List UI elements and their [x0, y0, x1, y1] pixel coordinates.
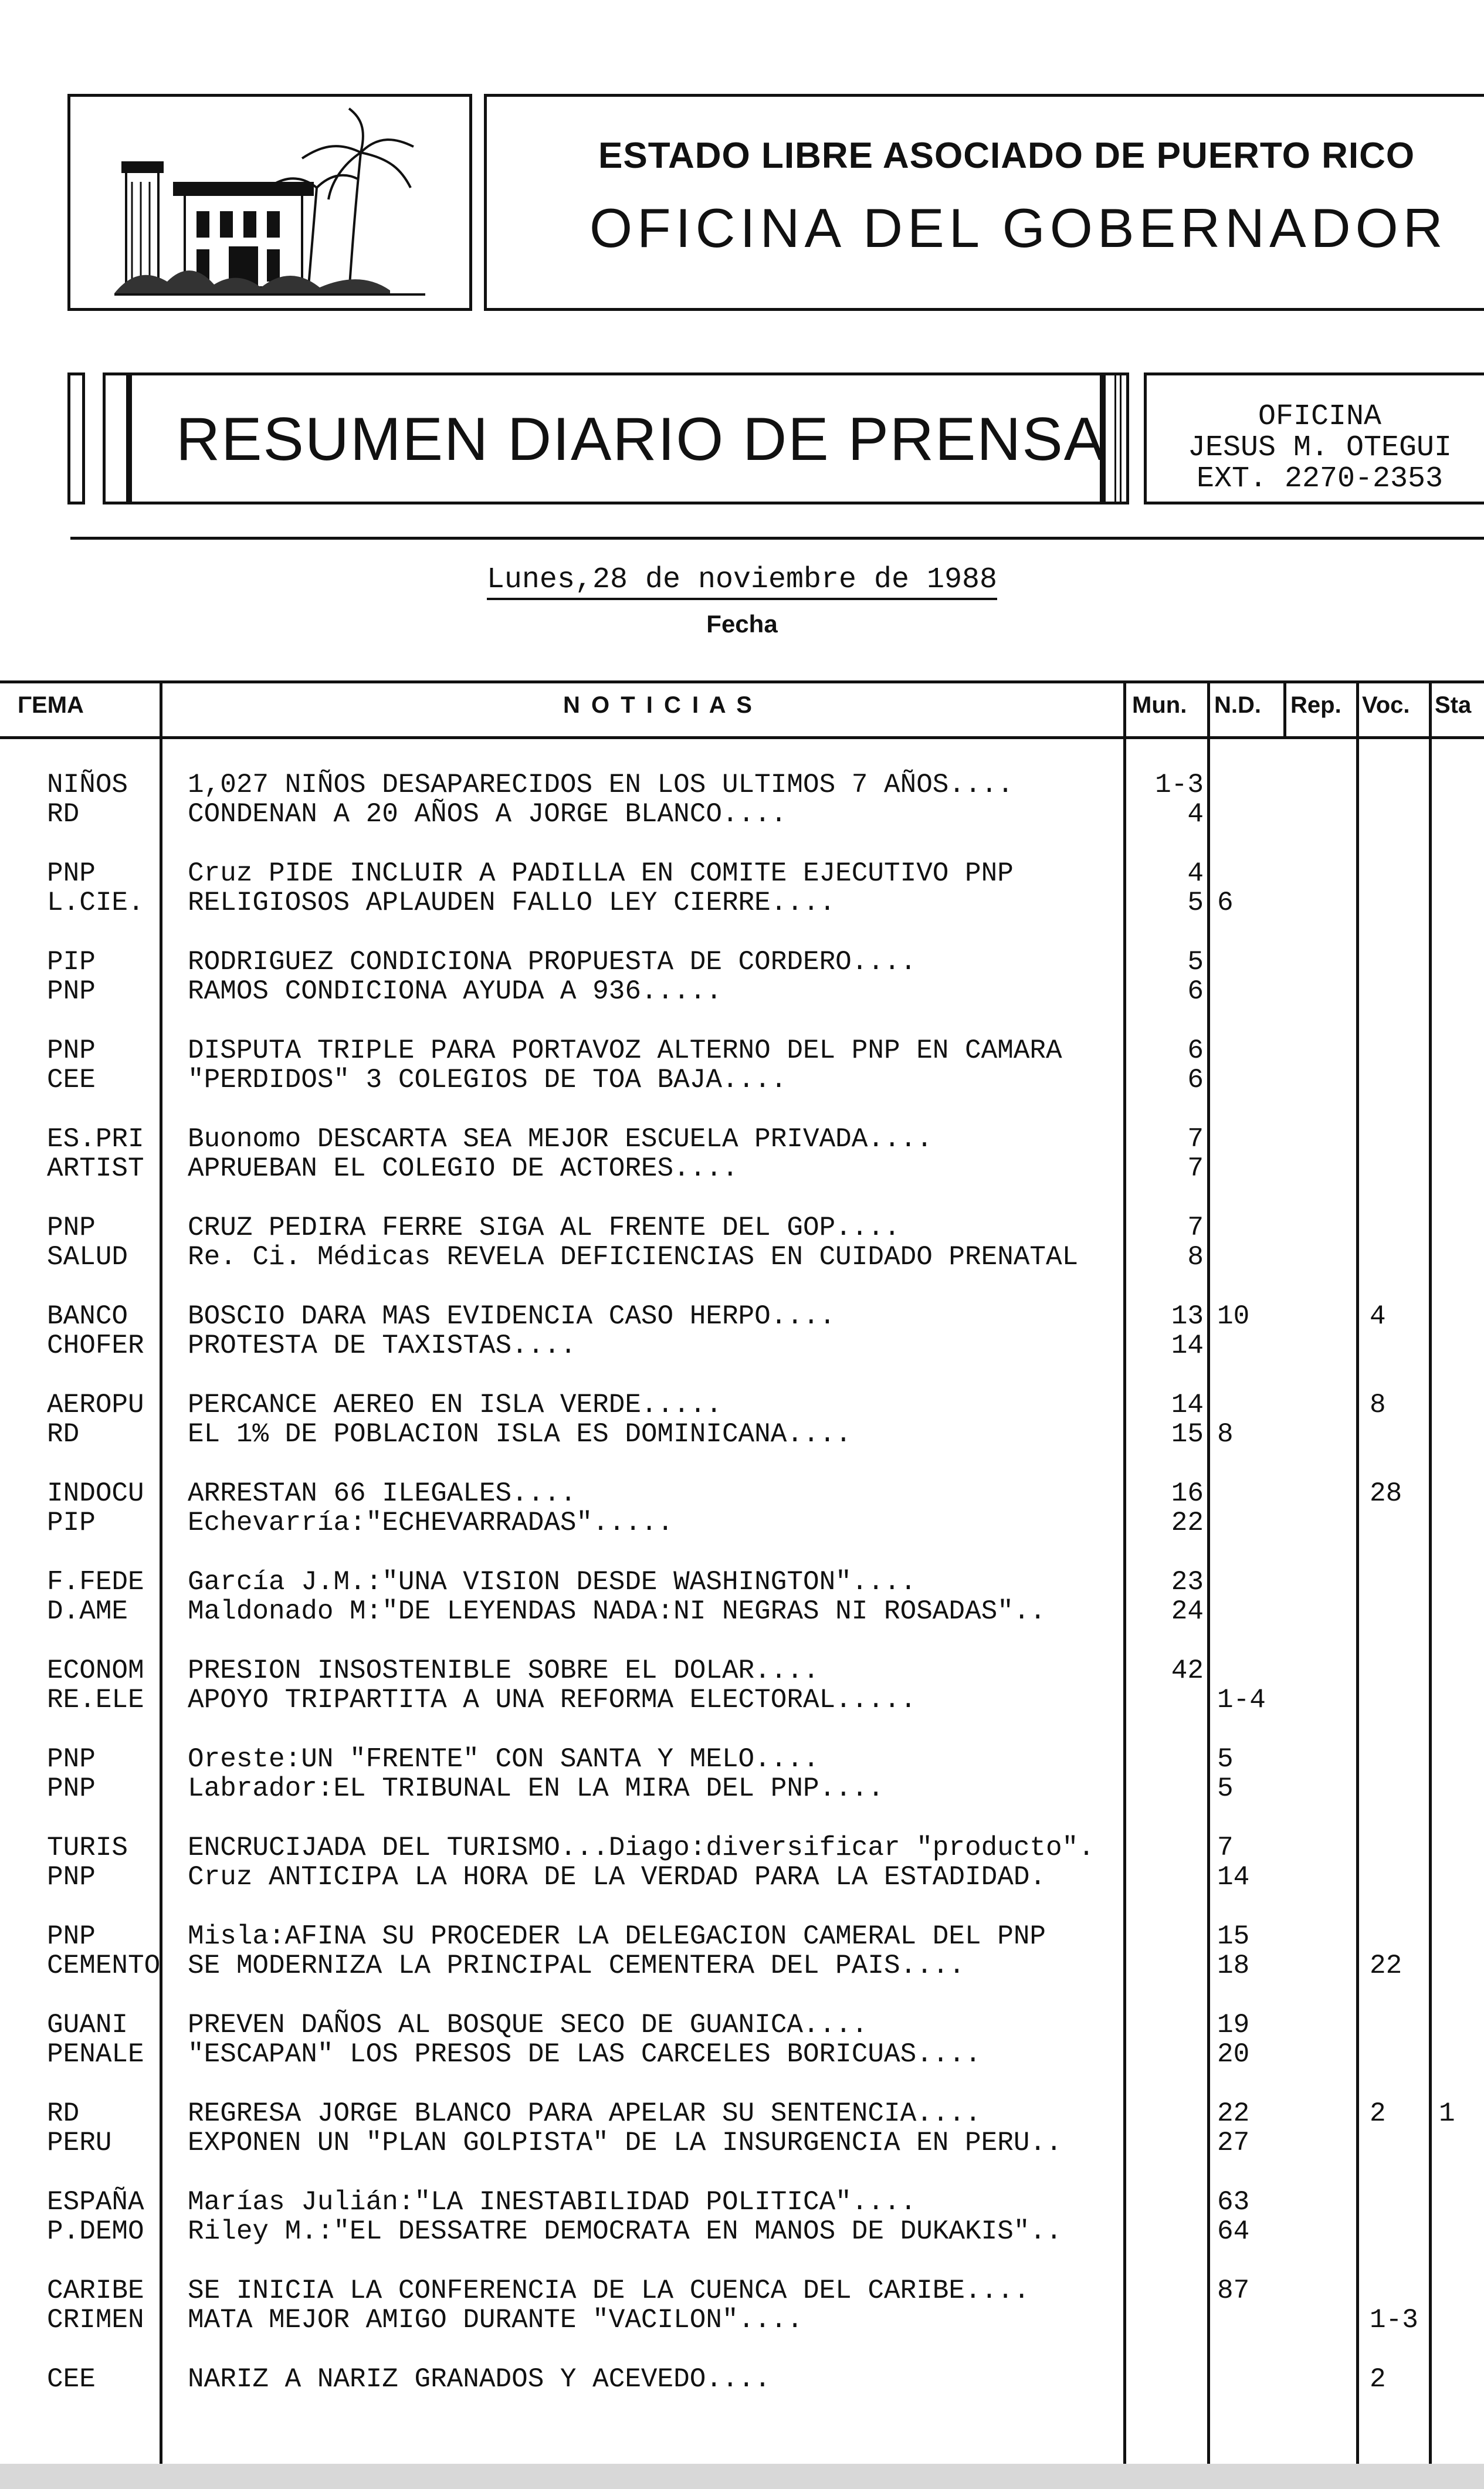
- logo-box: [67, 94, 472, 311]
- row-tema: P.DEMO: [47, 2216, 144, 2247]
- office-contact-name: JESUS M. OTEGUI: [1187, 431, 1452, 465]
- column-header-nd: N.D.: [1214, 692, 1261, 718]
- row-headline: Misla:AFINA SU PROCEDER LA DELEGACION CAMERAL DEL PNP: [188, 1921, 1046, 1952]
- date-label: Fecha: [706, 610, 778, 638]
- office-title: OFICINA: [1258, 400, 1382, 434]
- row-headline: REGRESA JORGE BLANCO PARA APELAR SU SENTENCIA....: [188, 2098, 981, 2129]
- column-header-voc: Voc.: [1362, 692, 1410, 718]
- row-tema: PNP: [47, 1921, 96, 1952]
- row-nd: 5: [1217, 1773, 1234, 1804]
- row-tema: ESPAÑA: [47, 2187, 144, 2217]
- table-row: [0, 1035, 1484, 1066]
- table-row: [0, 1567, 1484, 1597]
- row-tema: RD: [47, 2098, 80, 2129]
- row-tema: PNP: [47, 1773, 96, 1804]
- scan-edge: [0, 2464, 1484, 2489]
- table-row: [0, 1862, 1484, 1892]
- row-mun: 23: [1171, 1567, 1204, 1597]
- row-tema: PNP: [47, 976, 96, 1007]
- row-voc: 2: [1370, 2364, 1386, 2395]
- row-nd: 10: [1217, 1301, 1250, 1332]
- row-headline: "ESCAPAN" LOS PRESOS DE LAS CARCELES BORICUAS....: [188, 2039, 981, 2070]
- table-row: [0, 858, 1484, 889]
- row-mun: 5: [1187, 888, 1204, 918]
- row-tema: PNP: [47, 1213, 96, 1243]
- table-row: [0, 2039, 1484, 2070]
- row-voc: 4: [1370, 1301, 1386, 1332]
- header-divider: [70, 537, 1484, 540]
- table-row: [0, 1213, 1484, 1243]
- table-row: [0, 1744, 1484, 1775]
- governor-mansion-logo: [114, 106, 425, 299]
- row-headline: RELIGIOSOS APLAUDEN FALLO LEY CIERRE....: [188, 888, 836, 918]
- table-row: [0, 2216, 1484, 2247]
- table-row: [0, 1242, 1484, 1272]
- row-headline: Re. Ci. Médicas REVELA DEFICIENCIAS EN CUIDADO PRENATAL: [188, 1242, 1079, 1272]
- row-mun: 4: [1187, 858, 1204, 889]
- row-tema: CHOFER: [47, 1330, 144, 1361]
- row-headline: "PERDIDOS" 3 COLEGIOS DE TOA BAJA....: [188, 1065, 787, 1095]
- row-nd: 22: [1217, 2098, 1250, 2129]
- table-row: [0, 2275, 1484, 2306]
- row-tema: CRIMEN: [47, 2305, 144, 2335]
- row-tema: D.AME: [47, 1596, 128, 1627]
- row-tema: CEMENTO: [47, 1950, 161, 1981]
- banner-title: RESUMEN DIARIO DE PRENSA: [176, 405, 1106, 473]
- row-tema: ES.PRI: [47, 1124, 144, 1154]
- row-tema: NIÑOS: [47, 770, 128, 800]
- row-tema: PIP: [47, 1508, 96, 1538]
- row-headline: Cruz ANTICIPA LA HORA DE LA VERDAD PARA LA ESTADIDAD.: [188, 1862, 1046, 1892]
- table-row: [0, 1773, 1484, 1804]
- row-tema: CARIBE: [47, 2275, 144, 2306]
- row-mun: 14: [1171, 1390, 1204, 1420]
- row-headline: SE MODERNIZA LA PRINCIPAL CEMENTERA DEL PAIS....: [188, 1950, 965, 1981]
- row-mun: 7: [1187, 1124, 1204, 1154]
- row-headline: Cruz PIDE INCLUIR A PADILLA EN COMITE EJECUTIVO PNP: [188, 858, 1014, 889]
- row-mun: 6: [1187, 976, 1204, 1007]
- row-headline: APRUEBAN EL COLEGIO DE ACTORES....: [188, 1153, 738, 1184]
- column-header-rep: Rep.: [1290, 692, 1341, 718]
- table-row: [0, 1833, 1484, 1863]
- row-tema: RD: [47, 1419, 80, 1450]
- table-row: [0, 1390, 1484, 1420]
- row-mun: 7: [1187, 1213, 1204, 1243]
- table-row: [0, 770, 1484, 800]
- row-voc: 8: [1370, 1390, 1386, 1420]
- table-row: [0, 1596, 1484, 1627]
- row-mun: 6: [1187, 1035, 1204, 1066]
- row-headline: ENCRUCIJADA DEL TURISMO...Diago:diversificar "producto".: [188, 1833, 1095, 1863]
- table-row: [0, 2187, 1484, 2217]
- office-extension: EXT. 2270-2353: [1196, 462, 1444, 496]
- row-headline: MATA MEJOR AMIGO DURANTE "VACILON"....: [188, 2305, 803, 2335]
- table-row: [0, 799, 1484, 829]
- table-row: [0, 1950, 1484, 1981]
- row-mun: 13: [1171, 1301, 1204, 1332]
- row-nd: 20: [1217, 2039, 1250, 2070]
- office-name: OFICINA DEL GOBERNADOR: [589, 197, 1448, 259]
- row-tema: GUANI: [47, 2010, 128, 2040]
- date-line: [0, 563, 1484, 597]
- row-headline: EXPONEN UN "PLAN GOLPISTA" DE LA INSURGENCIA EN PERU..: [188, 2128, 1062, 2158]
- row-headline: Marías Julián:"LA INESTABILIDAD POLITICA"....: [188, 2187, 917, 2217]
- row-headline: RODRIGUEZ CONDICIONA PROPUESTA DE CORDERO....: [188, 947, 917, 977]
- row-headline: PRESION INSOSTENIBLE SOBRE EL DOLAR....: [188, 1655, 819, 1686]
- row-mun: 4: [1187, 799, 1204, 829]
- row-headline: CRUZ PEDIRA FERRE SIGA AL FRENTE DEL GOP....: [188, 1213, 900, 1243]
- table-row: [0, 2128, 1484, 2158]
- row-headline: DISPUTA TRIPLE PARA PORTAVOZ ALTERNO DEL PNP EN CAMARA: [188, 1035, 1062, 1066]
- row-mun: 22: [1171, 1508, 1204, 1538]
- row-tema: PERU: [47, 2128, 112, 2158]
- row-mun: 7: [1187, 1153, 1204, 1184]
- row-voc: 28: [1370, 1478, 1402, 1509]
- row-headline: PROTESTA DE TAXISTAS....: [188, 1330, 577, 1361]
- row-headline: ARRESTAN 66 ILEGALES....: [188, 1478, 577, 1509]
- row-nd: 7: [1217, 1833, 1234, 1863]
- table-row: [0, 1065, 1484, 1095]
- row-headline: 1,027 NIÑOS DESAPARECIDOS EN LOS ULTIMOS 7 AÑOS....: [188, 770, 1014, 800]
- table-row: [0, 888, 1484, 918]
- column-header-star: Sta: [1435, 692, 1472, 718]
- row-headline: SE INICIA LA CONFERENCIA DE LA CUENCA DEL CARIBE....: [188, 2275, 1030, 2306]
- table-row: [0, 1153, 1484, 1184]
- row-tema: PENALE: [47, 2039, 144, 2070]
- row-headline: APOYO TRIPARTITA A UNA REFORMA ELECTORAL.....: [188, 1685, 917, 1715]
- row-nd: 63: [1217, 2187, 1250, 2217]
- column-header-mun: Mun.: [1132, 692, 1187, 718]
- table-top-border: [0, 680, 1484, 683]
- row-headline: EL 1% DE POBLACION ISLA ES DOMINICANA....: [188, 1419, 852, 1450]
- table-row: [0, 1508, 1484, 1538]
- row-headline: Labrador:EL TRIBUNAL EN LA MIRA DEL PNP....: [188, 1773, 884, 1804]
- row-nd: 14: [1217, 1862, 1250, 1892]
- row-nd: 87: [1217, 2275, 1250, 2306]
- row-voc: 1-3: [1370, 2305, 1418, 2335]
- row-headline: Riley M.:"EL DESSATRE DEMOCRATA EN MANOS DE DUKAKIS"..: [188, 2216, 1062, 2247]
- left-bar-inner: [103, 372, 129, 504]
- table-row: [0, 2305, 1484, 2335]
- row-headline: RAMOS CONDICIONA AYUDA A 936.....: [188, 976, 722, 1007]
- table-row: [0, 1124, 1484, 1154]
- row-mun: 42: [1171, 1655, 1204, 1686]
- table-row: [0, 1921, 1484, 1952]
- row-mun: 24: [1171, 1596, 1204, 1627]
- row-tema: F.FEDE: [47, 1567, 144, 1597]
- row-headline: Echevarría:"ECHEVARRADAS".....: [188, 1508, 674, 1538]
- row-tema: PIP: [47, 947, 96, 977]
- row-mun: 16: [1171, 1478, 1204, 1509]
- row-headline: PERCANCE AEREO EN ISLA VERDE.....: [188, 1390, 722, 1420]
- table-row: [0, 2010, 1484, 2040]
- row-tema: RE.ELE: [47, 1685, 144, 1715]
- row-nd: 5: [1217, 1744, 1234, 1775]
- row-mun: 15: [1171, 1419, 1204, 1450]
- table-row: [0, 1419, 1484, 1450]
- date-value: Lunes,28 de noviembre de 1988: [487, 563, 997, 600]
- row-star: 1: [1439, 2098, 1455, 2129]
- row-tema: L.CIE.: [47, 888, 144, 918]
- column-header-tema: ΓEMA: [18, 692, 84, 718]
- row-nd: 19: [1217, 2010, 1250, 2040]
- right-bar-outer: [1114, 372, 1122, 504]
- row-headline: PREVEN DAÑOS AL BOSQUE SECO DE GUANICA....: [188, 2010, 868, 2040]
- left-bar-outer: [67, 372, 85, 504]
- row-headline: Buonomo DESCARTA SEA MEJOR ESCUELA PRIVADA....: [188, 1124, 933, 1154]
- row-voc: 22: [1370, 1950, 1402, 1981]
- table-header-bottom: [0, 736, 1484, 739]
- row-tema: ECONOM: [47, 1655, 144, 1686]
- row-headline: Oreste:UN "FRENTE" CON SANTA Y MELO....: [188, 1744, 819, 1775]
- row-tema: CEE: [47, 2364, 96, 2395]
- table-row: [0, 976, 1484, 1007]
- row-headline: BOSCIO DARA MAS EVIDENCIA CASO HERPO....: [188, 1301, 836, 1332]
- row-mun: 8: [1187, 1242, 1204, 1272]
- row-tema: CEE: [47, 1065, 96, 1095]
- row-nd: 6: [1217, 888, 1234, 918]
- row-headline: Maldonado M:"DE LEYENDAS NADA:NI NEGRAS NI ROSADAS"..: [188, 1596, 1046, 1627]
- row-nd: 18: [1217, 1950, 1250, 1981]
- row-tema: TURIS: [47, 1833, 128, 1863]
- row-headline: NARIZ A NARIZ GRANADOS Y ACEVEDO....: [188, 2364, 771, 2395]
- row-nd: 27: [1217, 2128, 1250, 2158]
- divider-rep: [1283, 680, 1286, 736]
- table-row: [0, 1301, 1484, 1332]
- row-mun: 5: [1187, 947, 1204, 977]
- row-mun: 14: [1171, 1330, 1204, 1361]
- row-tema: SALUD: [47, 1242, 128, 1272]
- row-headline: García J.M.:"UNA VISION DESDE WASHINGTON"....: [188, 1567, 917, 1597]
- row-tema: INDOCU: [47, 1478, 144, 1509]
- row-tema: AEROPU: [47, 1390, 144, 1420]
- table-row: [0, 2098, 1484, 2129]
- row-nd: 1-4: [1217, 1685, 1266, 1715]
- table-row: [0, 1330, 1484, 1361]
- row-tema: PNP: [47, 1035, 96, 1066]
- row-nd: 64: [1217, 2216, 1250, 2247]
- government-name: ESTADO LIBRE ASOCIADO DE PUERTO RICO: [598, 136, 1415, 176]
- row-tema: PNP: [47, 858, 96, 889]
- column-header-noticias: N O T I C I A S: [563, 692, 754, 718]
- row-tema: PNP: [47, 1744, 96, 1775]
- table-row: [0, 2364, 1484, 2395]
- row-tema: BANCO: [47, 1301, 128, 1332]
- table-row: [0, 1655, 1484, 1686]
- row-tema: RD: [47, 799, 80, 829]
- row-headline: CONDENAN A 20 AÑOS A JORGE BLANCO....: [188, 799, 787, 829]
- row-tema: ARTIST: [47, 1153, 144, 1184]
- table-row: [0, 947, 1484, 977]
- row-mun: 6: [1187, 1065, 1204, 1095]
- table-row: [0, 1685, 1484, 1715]
- row-voc: 2: [1370, 2098, 1386, 2129]
- office-contact-box: [1144, 372, 1484, 504]
- table-row: [0, 1478, 1484, 1509]
- row-mun: 1-3: [1155, 770, 1204, 800]
- row-nd: 8: [1217, 1419, 1234, 1450]
- row-tema: PNP: [47, 1862, 96, 1892]
- row-nd: 15: [1217, 1921, 1250, 1952]
